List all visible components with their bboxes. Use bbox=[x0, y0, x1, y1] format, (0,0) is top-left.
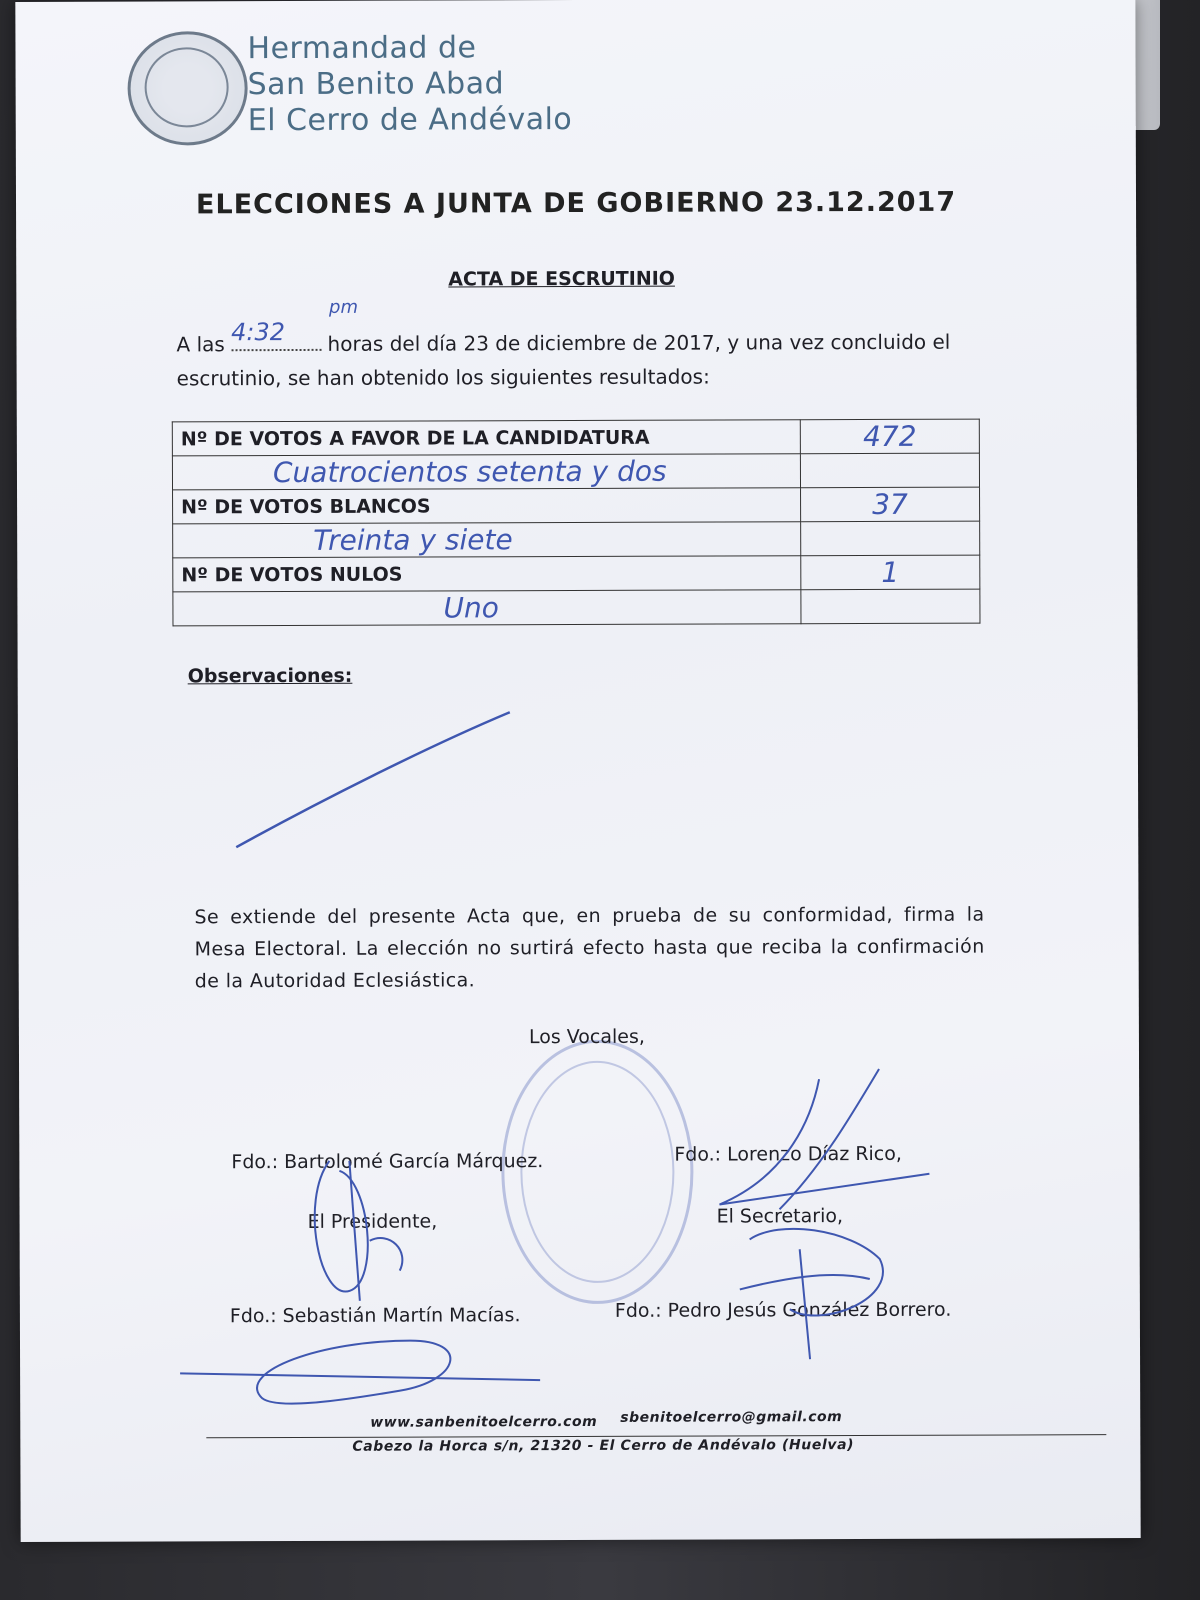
intro-prefix: A las bbox=[176, 332, 225, 357]
document-page bbox=[15, 0, 1140, 1542]
blank-votes-label: Nº DE VOTOS BLANCOS bbox=[173, 488, 801, 524]
letterhead-line-2: San Benito Abad bbox=[247, 66, 505, 103]
letterhead-line-1: Hermandad de bbox=[247, 30, 477, 67]
results-table bbox=[172, 419, 981, 627]
table-row bbox=[173, 487, 980, 524]
votes-for-words: Cuatrocientos setenta y dos bbox=[172, 454, 800, 490]
handwritten-pm: pm bbox=[328, 296, 359, 318]
closing-paragraph: Se extiende del presente Acta que, en prueba de su conformidad, firma la Mesa Electoral. La elección no surtirá efecto hasta que reciba la confirmación de la Autoridad Eclesiástica. bbox=[194, 903, 985, 993]
handwritten-time: 4:32 bbox=[231, 318, 286, 347]
president-signature-line: Fdo.: Sebastián Martín Macías. bbox=[229, 1304, 521, 1328]
table-row bbox=[172, 419, 979, 456]
table-row bbox=[173, 521, 980, 558]
secretary-role: El Secretario, bbox=[716, 1205, 844, 1228]
secretary-signature-line: Fdo.: Pedro Jesús González Borrero. bbox=[614, 1298, 952, 1322]
blank-votes-number: 37 bbox=[800, 487, 979, 522]
null-votes-number: 1 bbox=[801, 555, 980, 590]
table-row bbox=[172, 453, 979, 490]
table-row bbox=[173, 589, 980, 626]
letterhead-line-3: El Cerro de Andévalo bbox=[247, 102, 573, 139]
footer-website: www.sanbenitoelcerro.com bbox=[370, 1413, 598, 1431]
intro-paragraph bbox=[176, 296, 996, 396]
blank-votes-words: Treinta y siete bbox=[173, 522, 801, 558]
document-title: ELECCIONES A JUNTA DE GOBIERNO 23.12.2017 bbox=[195, 186, 957, 221]
time-field bbox=[231, 296, 359, 351]
president-role: El Presidente, bbox=[307, 1210, 438, 1233]
document-subtitle: ACTA DE ESCRUTINIO bbox=[448, 267, 675, 291]
votes-for-number: 472 bbox=[800, 419, 979, 454]
brotherhood-seal-logo bbox=[127, 31, 247, 145]
footer-email: sbenitoelcerro@gmail.com bbox=[620, 1409, 843, 1426]
observations-label: Observaciones: bbox=[187, 664, 353, 688]
letterhead bbox=[247, 30, 572, 139]
votes-for-label: Nº DE VOTOS A FAVOR DE LA CANDIDATURA bbox=[172, 420, 800, 456]
intro-rest: horas del día 23 de diciembre de 2017, y una vez concluido el bbox=[327, 329, 951, 356]
table-row bbox=[173, 555, 980, 592]
footer-address: Cabezo la Horca s/n, 21320 - El Cerro de Andévalo (Huelva) bbox=[352, 1437, 855, 1455]
vocal-2-signature-line: Fdo.: Lorenzo Díaz Rico, bbox=[674, 1142, 902, 1166]
vocal-1-signature-line: Fdo.: Bartolomé García Márquez. bbox=[231, 1150, 544, 1174]
intro-line-2: escrutinio, se han obtenido los siguientes resultados: bbox=[176, 364, 710, 391]
handwritten-signatures bbox=[19, 1038, 1140, 1422]
null-votes-label: Nº DE VOTOS NULOS bbox=[173, 556, 801, 592]
vocales-label: Los Vocales, bbox=[528, 1025, 645, 1049]
null-votes-words: Uno bbox=[173, 590, 801, 626]
observations-strike-line bbox=[228, 706, 519, 857]
